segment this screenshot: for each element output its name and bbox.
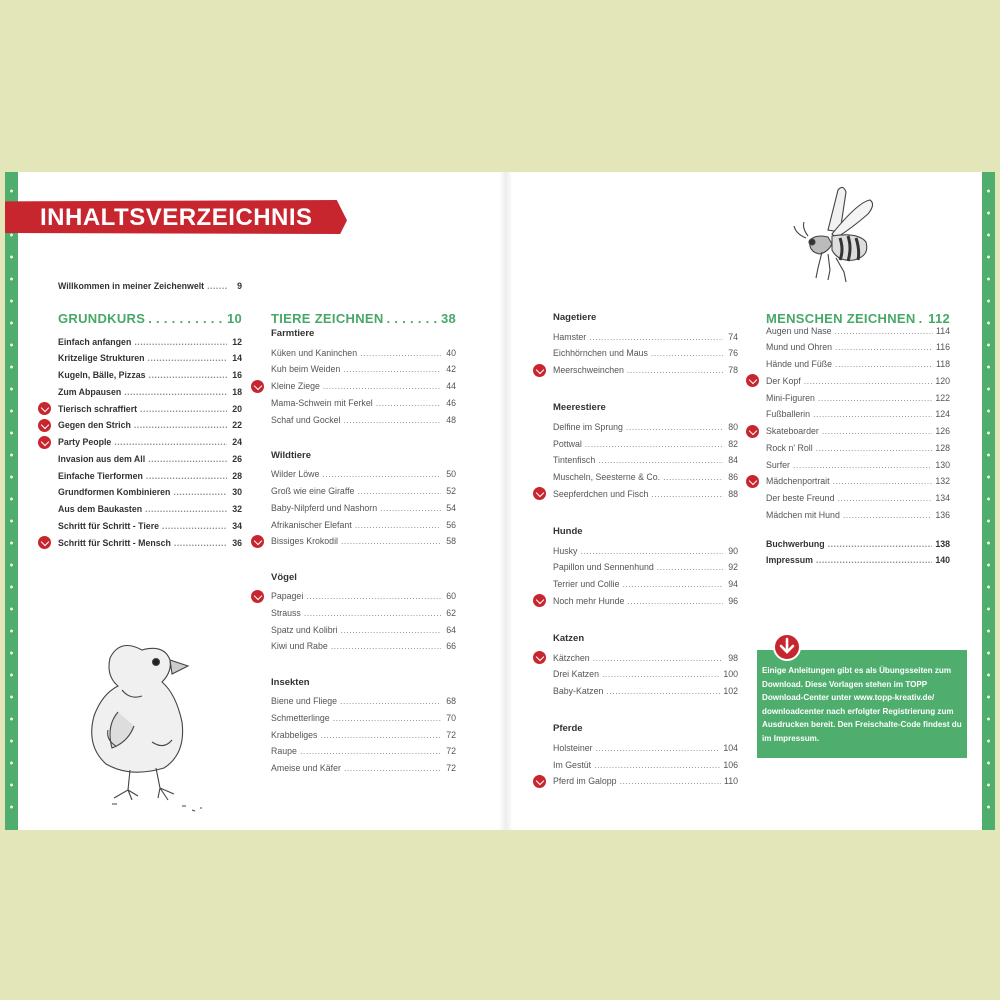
toc-entry[interactable] (271, 639, 456, 654)
dot-leader (627, 365, 723, 375)
left-green-edge (5, 172, 18, 830)
toc-entry-label: Schritt für Schritt - Mensch (58, 537, 171, 548)
dot-leader (813, 409, 932, 419)
toc-entry-page: 14 (232, 353, 242, 364)
toc-entry-page: 82 (728, 438, 738, 449)
subsection-title: Nagetiere (553, 312, 597, 323)
toc-entry[interactable] (271, 395, 456, 410)
dot-leader (149, 370, 227, 380)
dot-leader (360, 348, 441, 358)
toc-entry-page: 64 (446, 624, 456, 635)
dot-leader (322, 469, 441, 479)
toc-entry[interactable] (766, 491, 950, 506)
toc-entry[interactable] (271, 379, 456, 394)
toc-entry[interactable] (553, 436, 738, 451)
dot-leader (596, 743, 721, 753)
toc-entry-label: Rock n' Roll (766, 442, 813, 453)
toc-entry-label: Einfach anfangen (58, 336, 132, 347)
toc-entry-label: Terrier und Collie (553, 579, 620, 589)
toc-entry-page: 32 (232, 504, 242, 514)
toc-entry-label: Kuh beim Weiden (271, 364, 341, 375)
toc-entry-label: Zum Abpausen (58, 386, 122, 397)
toc-entry[interactable] (271, 534, 456, 549)
toc-entry-page: 56 (446, 519, 456, 530)
toc-entry-page: 42 (446, 364, 456, 375)
dot-leader (340, 696, 441, 706)
dot-leader (651, 348, 723, 358)
toc-entry-page: 118 (935, 359, 950, 369)
dot-leader (627, 596, 723, 606)
toc-entry[interactable] (271, 694, 456, 709)
dot-leader (580, 546, 723, 556)
toc-entry-label: Groß wie eine Giraffe (271, 486, 355, 496)
dot-leader (651, 489, 723, 499)
toc-entry-page: 46 (446, 397, 456, 408)
toc-entry[interactable] (271, 727, 456, 742)
toc-entry[interactable] (58, 418, 242, 433)
toc-entry[interactable] (271, 761, 456, 776)
toc-entry-label: Kätzchen (553, 652, 590, 663)
download-icon (533, 775, 546, 788)
dot-leader (173, 487, 227, 497)
download-icon (746, 425, 759, 438)
toc-entry[interactable] (553, 593, 738, 608)
download-icon (746, 475, 759, 488)
toc-entry-page: 110 (723, 776, 738, 787)
dot-leader (344, 763, 441, 773)
toc-entry-page: 84 (728, 455, 738, 466)
toc-entry-label: Afrikanischer Elefant (271, 519, 352, 530)
toc-entry-label: Kritzelige Strukturen (58, 353, 145, 364)
download-icon (251, 535, 264, 548)
toc-entry[interactable] (58, 334, 242, 349)
toc-entry-label: Grundformen Kombinieren (58, 487, 171, 498)
toc-entry-page: 12 (232, 336, 242, 347)
toc-entry-label: Krabbeliges (271, 729, 318, 740)
dot-leader (174, 538, 227, 548)
toc-entry-label: Schritt für Schritt - Tiere (58, 520, 160, 531)
toc-entry-page: 66 (446, 641, 456, 652)
toc-entry-page: 54 (446, 502, 456, 513)
toc-entry[interactable] (553, 757, 738, 772)
intro-label: Willkommen in meiner Zeichenwelt (58, 280, 205, 291)
toc-entry-label: Im Gestüt (553, 759, 592, 770)
toc-entry-label: Delfine im Sprung (553, 421, 623, 432)
toc-entry-page: 58 (446, 536, 456, 547)
dot-leader (140, 404, 227, 414)
toc-entry-page: 26 (232, 453, 242, 464)
dot-leader (134, 337, 227, 347)
toc-entry-label: Drei Katzen (553, 669, 599, 680)
download-icon (38, 436, 51, 449)
toc-entry-label: Mama-Schwein mit Ferkel (271, 397, 373, 408)
toc-entry-page: 24 (232, 437, 242, 447)
toc-entry-label: Mund und Ohren (766, 342, 833, 353)
toc-entry[interactable] (271, 412, 456, 427)
subsection-title: Vögel (271, 571, 297, 583)
toc-entry-label: Eichhörnchen und Maus (553, 348, 648, 359)
toc-entry-label: Ameise und Käfer (271, 763, 341, 773)
toc-entry-label: Noch mehr Hunde (553, 595, 625, 606)
dot-leader (304, 608, 441, 618)
toc-entry[interactable] (766, 323, 950, 338)
toc-entry[interactable] (553, 740, 738, 755)
section-heading-label: MENSCHEN ZEICHNEN (766, 311, 916, 326)
toc-entry-label: Raupe (271, 746, 297, 757)
toc-entry-page: 140 (935, 555, 950, 566)
dot-leader (162, 521, 227, 531)
download-icon (38, 419, 51, 432)
dot-leader (380, 503, 441, 513)
toc-entry-page: 30 (232, 487, 242, 498)
toc-entry-page: 100 (723, 669, 738, 680)
dot-leader (306, 591, 441, 601)
toc-entry[interactable] (271, 484, 456, 499)
toc-entry-label: Meerschweinchen (553, 365, 624, 375)
dot-leader (593, 653, 723, 663)
toc-entry-page: 72 (446, 746, 456, 757)
dot-leader (837, 493, 932, 503)
dot-leader (657, 562, 723, 572)
dot-leader (145, 504, 227, 514)
download-icon (533, 651, 546, 664)
toc-entry-label: Buchwerbung (766, 538, 825, 549)
toc-entry-label: Kugeln, Bälle, Pizzas (58, 370, 146, 380)
toc-entry-label: Bissiges Krokodil (271, 536, 338, 547)
dot-leader (822, 426, 932, 436)
toc-entry[interactable] (553, 577, 738, 592)
intro-entry (58, 278, 242, 293)
toc-entry-label: Biene und Fliege (271, 696, 338, 706)
toc-entry[interactable] (553, 329, 738, 344)
toc-entry[interactable] (58, 384, 242, 399)
download-icon (38, 536, 51, 549)
download-icon (772, 632, 802, 662)
toc-entry[interactable] (58, 468, 242, 483)
toc-entry-label: Kiwi und Rabe (271, 641, 328, 652)
toc-entry-page: 104 (723, 742, 738, 753)
toc-entry-label: Skateboarder (766, 426, 819, 436)
toc-entry-label: Gegen den Strich (58, 420, 131, 431)
toc-entry[interactable] (553, 346, 738, 361)
dot-leader (663, 472, 723, 482)
toc-entry-page: 116 (935, 342, 950, 353)
toc-entry-label: Husky (553, 545, 578, 556)
toc-entry-page: 16 (232, 370, 242, 380)
toc-entry-page: 96 (728, 595, 738, 606)
dot-leader (623, 579, 724, 589)
toc-entry[interactable] (766, 536, 950, 551)
toc-entry-page: 72 (446, 763, 456, 773)
toc-entry-label: Holsteiner (553, 742, 593, 753)
toc-entry-label: Hamster (553, 331, 587, 342)
toc-entry[interactable] (58, 535, 242, 550)
toc-entry-page: 86 (728, 472, 738, 482)
subsection-title: Insekten (271, 676, 310, 688)
toc-entry-label: Der Kopf (766, 375, 801, 386)
dot-leader (355, 520, 441, 530)
toc-entry-page: 128 (935, 442, 950, 453)
chick-illustration (72, 630, 222, 820)
dot-leader (331, 641, 441, 651)
toc-entry-page: 126 (935, 426, 950, 436)
toc-entry-label: Küken und Kaninchen (271, 347, 358, 358)
toc-entry[interactable] (58, 351, 242, 366)
toc-entry-label: Pferd im Galopp (553, 776, 617, 787)
dot-leader (804, 376, 933, 386)
toc-entry-label: Pottwal (553, 438, 582, 449)
toc-entry[interactable] (766, 390, 950, 405)
section-heading (271, 311, 456, 326)
toc-entry-page: 122 (935, 392, 950, 403)
toc-entry[interactable] (271, 467, 456, 482)
dot-leader (835, 359, 933, 369)
toc-entry[interactable] (58, 401, 242, 416)
toc-entry-page: 90 (728, 545, 738, 556)
toc-entry-page: 134 (935, 493, 950, 503)
toc-entry[interactable] (766, 357, 950, 372)
toc-entry-page: 68 (446, 696, 456, 706)
dot-leader (594, 760, 720, 770)
dot-leader (620, 776, 721, 786)
toc-entry-label: Papagei (271, 591, 304, 601)
toc-entry-page: 132 (935, 476, 950, 487)
toc-entry-label: Baby-Nilpferd und Nashorn (271, 502, 378, 513)
toc-entry-page: 34 (232, 520, 242, 531)
toc-entry[interactable] (271, 710, 456, 725)
subsection-title: Katzen (553, 633, 585, 644)
dot-leader (793, 460, 932, 470)
section-heading-page: 112 (928, 311, 950, 326)
toc-entry-page: 72 (446, 729, 456, 740)
section-heading-page: 38 (440, 311, 456, 326)
toc-entry-label: Party People (58, 437, 112, 447)
toc-entry-label: Muscheln, Seesterne & Co. (553, 472, 661, 482)
toc-entry-page: 88 (728, 488, 738, 499)
toc-entry[interactable] (553, 419, 738, 434)
subsection-title: Meerestiere (553, 402, 606, 414)
toc-entry[interactable] (58, 451, 242, 466)
toc-entry-label: Spatz und Kolibri (271, 624, 338, 635)
toc-entry[interactable] (766, 474, 950, 489)
toc-entry-label: Der beste Freund (766, 493, 835, 503)
toc-entry[interactable] (553, 453, 738, 468)
dot-leader (589, 332, 723, 342)
toc-entry-page: 44 (446, 381, 456, 391)
dot-leader (323, 381, 441, 391)
dot-leader (376, 398, 441, 408)
toc-entry-label: Mädchen mit Hund (766, 509, 840, 520)
dot-leader (387, 311, 438, 326)
dot-leader (818, 393, 932, 403)
dot-leader (148, 454, 227, 464)
toc-entry[interactable] (766, 340, 950, 355)
toc-entry[interactable] (58, 485, 242, 500)
dot-leader (114, 437, 227, 447)
bee-illustration (788, 182, 883, 287)
download-icon (38, 402, 51, 415)
toc-entry-label: Impressum (766, 555, 813, 566)
toc-entry-page: 62 (446, 607, 456, 618)
toc-entry[interactable] (58, 502, 242, 517)
toc-entry-label: Einfache Tierformen (58, 470, 143, 481)
toc-entry-page: 20 (232, 403, 242, 414)
dot-leader (585, 439, 723, 449)
toc-entry-page: 52 (446, 486, 456, 496)
toc-entry[interactable] (553, 650, 738, 665)
toc-entry-label: Tierisch schraffiert (58, 403, 138, 414)
dot-leader (341, 536, 441, 546)
toc-entry-label: Schmetterlinge (271, 712, 330, 723)
toc-entry[interactable] (58, 435, 242, 450)
download-icon (251, 380, 264, 393)
book-gutter (499, 172, 513, 830)
toc-entry[interactable] (271, 362, 456, 377)
subsection-title: Pferde (553, 723, 583, 735)
toc-entry[interactable] (271, 517, 456, 532)
toc-entry-label: Invasion aus dem All (58, 453, 146, 464)
toc-entry-page: 94 (728, 579, 738, 589)
dot-leader (835, 342, 933, 352)
toc-entry[interactable] (271, 744, 456, 759)
toc-entry[interactable] (766, 507, 950, 522)
toc-entry-label: Tintenfisch (553, 455, 596, 466)
toc-entry-page: 106 (723, 759, 738, 770)
toc-entry-page: 22 (232, 420, 242, 431)
toc-entry[interactable] (553, 560, 738, 575)
toc-entry[interactable] (766, 407, 950, 422)
subsection-title: Farmtiere (271, 328, 315, 339)
toc-entry[interactable] (766, 440, 950, 455)
toc-entry[interactable] (271, 605, 456, 620)
toc-entry-page: 130 (935, 459, 950, 470)
section-heading-label: GRUNDKURS (58, 311, 146, 326)
toc-entry[interactable] (766, 373, 950, 388)
toc-entry-label: Fußballerin (766, 409, 811, 420)
download-icon (533, 364, 546, 377)
toc-entry-page: 98 (728, 652, 738, 663)
page-title: INHALTSVERZEICHNIS (40, 204, 313, 231)
toc-entry-label: Wilder Löwe (271, 469, 320, 480)
dot-leader (134, 420, 227, 430)
dot-leader (606, 686, 720, 696)
toc-entry-page: 114 (935, 325, 950, 336)
toc-entry[interactable] (553, 486, 738, 501)
toc-entry-label: Baby-Katzen (553, 686, 604, 696)
subsection-title: Wildtiere (271, 449, 312, 461)
download-info-box (757, 650, 967, 758)
toc-entry[interactable] (271, 500, 456, 515)
toc-entry[interactable] (553, 774, 738, 789)
toc-entry-page: 60 (446, 591, 456, 601)
toc-entry[interactable] (58, 518, 242, 533)
toc-entry-page: 92 (728, 562, 738, 573)
toc-entry-label: Papillon und Sennenhund (553, 562, 654, 573)
toc-entry-page: 102 (723, 686, 738, 696)
dot-leader (341, 625, 441, 635)
subsection-title: Hunde (553, 526, 583, 537)
section-heading-label: TIERE ZEICHNEN (271, 311, 384, 326)
toc-entry-page: 138 (935, 538, 950, 549)
toc-entry[interactable] (271, 589, 456, 604)
toc-entry[interactable] (766, 457, 950, 472)
right-green-edge (982, 172, 995, 830)
toc-entry-label: Strauss (271, 607, 301, 618)
toc-entry-label: Augen und Nase (766, 325, 832, 336)
toc-entry-page: 124 (935, 409, 950, 420)
dot-leader (828, 539, 933, 549)
dot-leader (598, 455, 723, 465)
intro-page: 9 (237, 280, 242, 291)
toc-entry-label: Mini-Figuren (766, 392, 815, 403)
dot-leader (146, 471, 227, 481)
toc-entry-page: 18 (232, 386, 242, 397)
dot-leader (343, 364, 441, 374)
toc-entry-page: 40 (446, 347, 456, 358)
toc-entry-page: 28 (232, 470, 242, 481)
dot-leader (300, 746, 441, 756)
toc-entry-label: Surfer (766, 459, 790, 470)
toc-entry-label: Kleine Ziege (271, 381, 320, 391)
toc-entry-page: 36 (232, 537, 242, 548)
toc-entry-page: 136 (935, 509, 950, 520)
toc-entry-page: 74 (728, 331, 738, 342)
dot-leader (816, 443, 933, 453)
toc-entry-page: 76 (728, 348, 738, 359)
dot-leader (357, 486, 441, 496)
toc-entry-page: 70 (446, 712, 456, 723)
section-heading-page: 10 (226, 311, 242, 326)
toc-entry[interactable] (553, 543, 738, 558)
toc-entry-page: 78 (728, 365, 738, 375)
dot-leader (320, 730, 441, 740)
toc-entry-page: 50 (446, 469, 456, 480)
toc-entry[interactable] (553, 470, 738, 485)
dot-leader (843, 510, 932, 520)
dot-leader (626, 422, 723, 432)
dot-leader (602, 669, 720, 679)
toc-entry[interactable] (766, 553, 950, 568)
dot-leader (816, 555, 932, 565)
toc-entry-label: Mädchenportrait (766, 476, 830, 487)
toc-entry[interactable] (58, 368, 242, 383)
toc-entry[interactable] (766, 424, 950, 439)
toc-entry-page: 120 (935, 375, 950, 386)
toc-entry[interactable] (553, 363, 738, 378)
dot-leader (148, 311, 224, 326)
download-icon (251, 590, 264, 603)
toc-entry[interactable] (271, 622, 456, 637)
download-info-text: Einige Anleitungen gibt es als Übungsseiten zum Download. Diese Vorlagen stehen im TOPP Download-Center unter www.topp-kreativ.de/ downloadcenter nach erfolgter Registrierung zum Ausdrucken bereit. Den Freischalte-Code findest du im Impressum. (762, 666, 962, 743)
toc-entry-label: Schaf und Gockel (271, 414, 341, 425)
dot-leader (333, 713, 441, 723)
dot-leader (343, 415, 441, 425)
section-heading (58, 311, 242, 326)
dot-leader (124, 387, 227, 397)
toc-entry[interactable] (553, 684, 738, 699)
toc-entry-page: 80 (728, 421, 738, 432)
toc-entry[interactable] (271, 345, 456, 360)
toc-entry-page: 48 (446, 414, 456, 425)
dot-leader (833, 476, 933, 486)
dot-leader (835, 326, 933, 336)
dot-leader (148, 353, 227, 363)
toc-entry-label: Aus dem Baukasten (58, 504, 143, 514)
toc-entry-label: Seepferdchen und Fisch (553, 488, 649, 499)
toc-entry[interactable] (553, 667, 738, 682)
toc-entry-label: Hände und Füße (766, 359, 833, 369)
